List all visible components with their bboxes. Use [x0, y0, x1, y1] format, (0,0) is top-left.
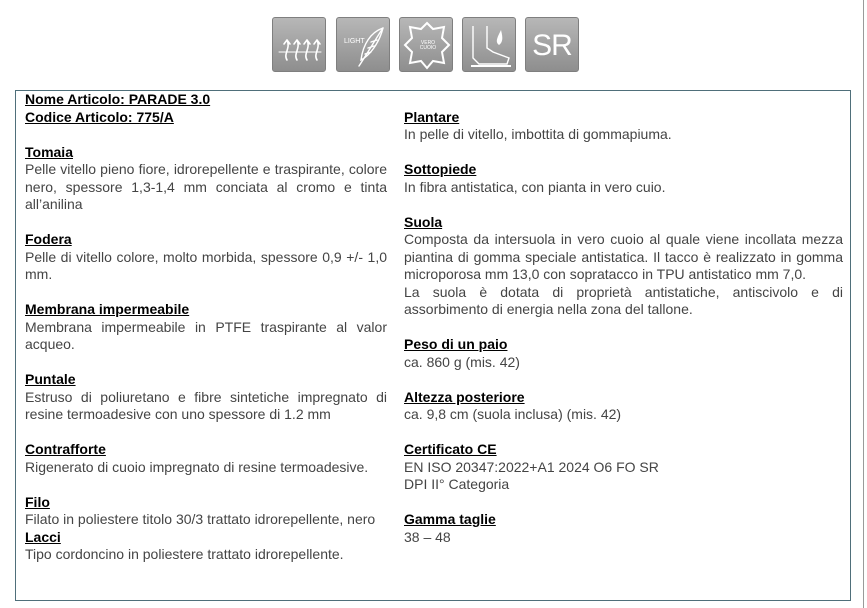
altezza-text: ca. 9,8 cm (suola inclusa) (mis. 42) — [404, 406, 622, 422]
puntale-heading: Puntale — [25, 371, 76, 387]
sottopiede-text: In fibra antistatica, con pianta in vero cuio. — [404, 178, 666, 195]
gamma-text: 38 – 48 — [404, 528, 451, 545]
sottopiede-heading: Sottopiede — [404, 161, 477, 177]
tomaia-heading: Tomaia — [25, 143, 73, 160]
suola-heading: Suola — [404, 213, 443, 230]
lacci-text: Tipo cordoncino in poliestere trattato idrorepellente. — [25, 546, 344, 562]
tomaia-text: Pelle vitello pieno fiore, idrorepellente e traspirante, colore nero, spessore 1,3-1,4 mm conciata al cromo e tinta all’anilina — [25, 161, 387, 212]
membrana-heading: Membrana impermeabile — [25, 301, 190, 317]
right-column — [404, 91, 843, 546]
sr-label: SR — [532, 29, 572, 62]
filo-text: Filato in poliestere titolo 30/3 trattato idrorepellente, nero — [25, 511, 376, 527]
peso-text: ca. 860 g (mis. 42) — [404, 353, 520, 370]
light-feather-icon — [336, 17, 390, 72]
light-label: LIGHT — [344, 38, 365, 45]
gamma-heading: Gamma taglie — [404, 511, 496, 527]
lacci-heading: Lacci — [25, 528, 61, 545]
suola-text-2: La suola è dotata di proprietà antistatiche, antiscivolo e di assorbimento di energia nella zona del tallone. — [404, 283, 843, 317]
fodera-heading: Fodera — [25, 231, 72, 247]
genuine-leather-icon — [399, 17, 453, 72]
article-code: Codice Articolo: 775/A — [25, 108, 174, 125]
leather-label: VERO CUOIO — [419, 40, 437, 51]
sr-slip-resistance-icon — [525, 17, 579, 72]
contrafforte-heading: Contrafforte — [25, 441, 106, 457]
article-name: Nome Articolo: PARADE 3.0 — [25, 91, 211, 107]
plantare-text: In pelle di vitello, imbottita di gommapiuma. — [404, 126, 672, 142]
certificato-heading: Certificato CE — [404, 441, 497, 457]
plantare-heading: Plantare — [404, 108, 460, 125]
altezza-heading: Altezza posteriore — [404, 388, 525, 405]
waterproof-boot-icon — [462, 17, 516, 72]
membrana-text: Membrana impermeabile in PTFE traspirante al valor acqueo. — [25, 318, 387, 352]
suola-text-1: Composta da intersuola in vero cuoio al quale viene incollata mezza piantina di gomma speciale antistatica. Il tacco è realizzato in gomma microporosa mm 13,0 con sopratacco in TPU antistatico mm 7,0. — [404, 231, 843, 282]
left-column — [25, 91, 387, 564]
certificato-text-2: DPI II° Categoria — [404, 476, 510, 492]
page-edge-rule — [863, 0, 864, 608]
peso-heading: Peso di un paio — [404, 336, 508, 352]
product-spec-box — [15, 90, 851, 601]
contrafforte-text: Rigenerato di cuoio impregnato di resine termoadesive. — [25, 458, 369, 475]
puntale-text: Estruso di poliuretano e fibre sintetiche impregnato di resine termoadesive con uno spessore di 1.2 mm — [25, 388, 387, 422]
filo-heading: Filo — [25, 493, 50, 510]
breathable-arrows-icon — [272, 17, 326, 72]
certificato-text-1: EN ISO 20347:2022+A1 2024 O6 FO SR — [404, 458, 659, 475]
fodera-text: Pelle di vitello colore, molto morbida, spessore 0,9 +/- 1,0 mm. — [25, 248, 387, 282]
